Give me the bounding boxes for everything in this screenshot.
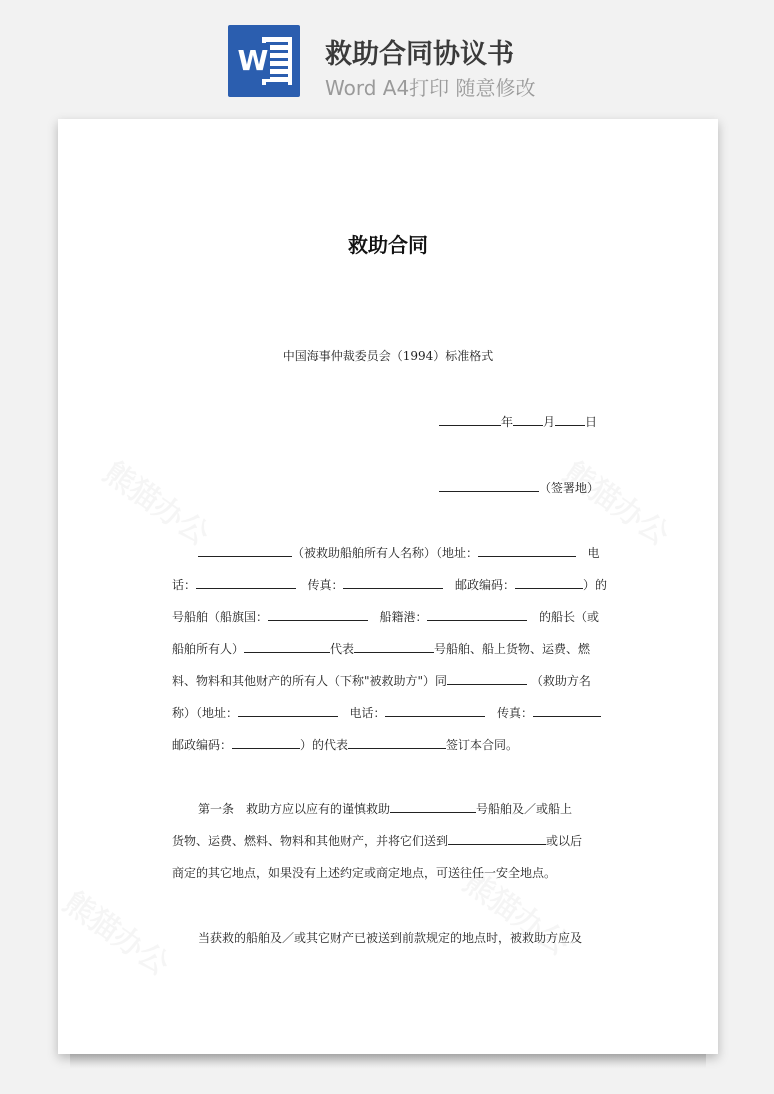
paragraph-line: 称）（地址： 电话： 传真：	[172, 704, 601, 721]
paragraph-line: 号船舶（船旗国： 船籍港： 的船长（或	[172, 610, 599, 624]
watermark	[556, 449, 680, 554]
paragraph-line: 料、物料和其他财产的所有人（下称"被救助方"）同 （救助方名	[172, 674, 591, 688]
paragraph-line: 邮政编码： ）的代表 签订本合同。	[172, 738, 519, 752]
watermark	[96, 449, 220, 554]
sign-place-line: （签署地）	[439, 479, 599, 496]
watermark	[58, 879, 180, 984]
article-1-line: 第一条 救助方应以应有的谨慎救助 号船舶及／或船上	[198, 802, 573, 816]
article-1-line: 货物、运费、燃料、物料和其他财产，并将它们送到 或以后	[172, 834, 583, 848]
document-subtitle: 中国海事仲裁委员会（1994）标准格式	[282, 349, 494, 363]
paragraph-line: 船舶所有人） 代表 号船舶、船上货物、运费、燃	[172, 642, 591, 656]
article-1-line: 商定的其它地点，如果没有上述约定或商定地点，可送往任一安全地点。	[172, 866, 557, 880]
banner	[0, 0, 774, 118]
page-shadow	[70, 1054, 706, 1068]
banner-subtitle: Word A4打印 随意修改	[325, 76, 536, 100]
paragraph-line: 话： 传真： 邮政编码： ）的	[172, 578, 607, 592]
paragraph-line: （被救助船舶所有人名称）（地址： 电	[198, 544, 599, 561]
word-letter: W	[237, 44, 269, 77]
paragraph-line: 当获救的船舶及／或其它财产已被送到前款规定的地点时，被救助方应及	[198, 931, 583, 945]
document-page	[58, 119, 718, 1054]
date-line: 年 月 日	[439, 413, 597, 430]
document-title: 救助合同	[348, 233, 428, 257]
banner-title: 救助合同协议书	[325, 39, 514, 70]
word-icon	[228, 25, 300, 97]
